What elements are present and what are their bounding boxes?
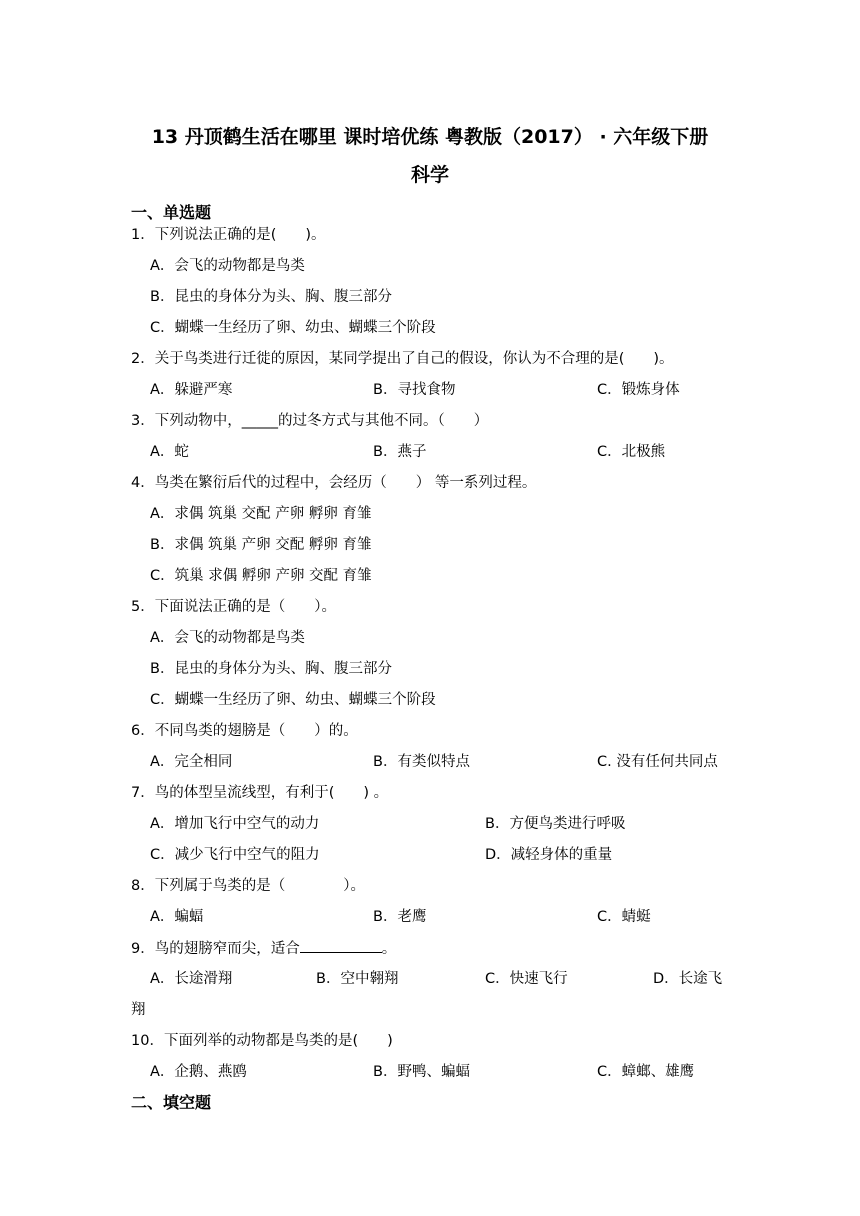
question-stem: 2．关于鸟类进行迁徙的原因，某同学提出了自己的假设，你认为不合理的是( )。	[131, 351, 674, 367]
answer-option: A．蛇	[150, 444, 189, 460]
answer-option: A．蝙蝠	[150, 909, 204, 925]
question-stem: 3．下列动物中，_____的过冬方式与其他不同。（ ）	[131, 413, 489, 429]
answer-option: A．增加飞行中空气的动力	[150, 816, 320, 832]
answer-blank	[300, 937, 382, 953]
answer-option: B．有类似特点	[373, 754, 470, 770]
answer-option: A．长途滑翔	[150, 971, 233, 987]
answer-option: C．减少飞行中空气的阻力	[150, 847, 320, 863]
question-stem: 10．下面列举的动物都是鸟类的是( )	[131, 1033, 393, 1049]
section-heading-single-choice: 一、单选题	[131, 203, 212, 222]
question-stem: 5．下面说法正确的是（ ）。	[131, 599, 336, 615]
answer-option: B．求偶 筑巢 产卵 交配 孵卵 育雏	[150, 537, 372, 553]
answer-option: C．北极熊	[597, 444, 666, 460]
question-stem: 6．不同鸟类的翅膀是（ ）的。	[131, 723, 358, 739]
answer-option: B．老鹰	[373, 909, 427, 925]
question-stem: 1．下列说法正确的是( )。	[131, 227, 326, 243]
answer-option: C．蝴蝶一生经历了卵、幼虫、蝴蝶三个阶段	[150, 692, 436, 708]
question-stem: 8．下列属于鸟类的是（ ）。	[131, 878, 365, 894]
answer-option: B．昆虫的身体分为头、胸、腹三部分	[150, 289, 392, 305]
answer-option: C．蜻蜓	[597, 909, 651, 925]
answer-option-wrap: 翔	[131, 1002, 146, 1018]
document-title: 13 丹顶鹤生活在哪里 课时培优练 粤教版（2017） · 六年级下册	[151, 126, 709, 148]
answer-option: B．燕子	[373, 444, 427, 460]
answer-option: C. 没有任何共同点	[597, 754, 718, 770]
section-heading-fill-blank: 二、填空题	[131, 1093, 212, 1112]
answer-option: A．躲避严寒	[150, 382, 233, 398]
answer-option: C．锻炼身体	[597, 382, 680, 398]
question-stem	[131, 937, 396, 960]
answer-option: D．长途飞	[653, 971, 723, 987]
question-stem: 4．鸟类在繁衍后代的过程中，会经历（ ） 等一系列过程。	[131, 475, 537, 491]
answer-option: A．会飞的动物都是鸟类	[150, 258, 305, 274]
answer-option: A．完全相同	[150, 754, 233, 770]
answer-option: C．筑巢 求偶 孵卵 产卵 交配 育雏	[150, 568, 372, 584]
question-stem-prefix: 9．鸟的翅膀窄而尖，适合	[131, 941, 300, 957]
document-subject: 科学	[410, 164, 449, 186]
question-stem-suffix: 。	[381, 941, 397, 957]
answer-option: C．蝴蝶一生经历了卵、幼虫、蝴蝶三个阶段	[150, 320, 436, 336]
answer-option: A．会飞的动物都是鸟类	[150, 630, 305, 646]
answer-option: B．方便鸟类进行呼吸	[485, 816, 626, 832]
answer-option: A．求偶 筑巢 交配 产卵 孵卵 育雏	[150, 506, 372, 522]
answer-option: C．蟑螂、雄鹰	[597, 1064, 695, 1080]
answer-option: D．减轻身体的重量	[485, 847, 613, 863]
answer-option: A．企鹅、燕鸥	[150, 1064, 247, 1080]
answer-option: B．空中翱翔	[316, 971, 399, 987]
question-stem: 7．鸟的体型呈流线型，有利于( ) 。	[131, 785, 389, 801]
answer-option: B．野鸭、蝙蝠	[373, 1064, 470, 1080]
answer-option: B．寻找食物	[373, 382, 456, 398]
answer-option: C．快速飞行	[485, 971, 568, 987]
answer-option: B．昆虫的身体分为头、胸、腹三部分	[150, 661, 392, 677]
